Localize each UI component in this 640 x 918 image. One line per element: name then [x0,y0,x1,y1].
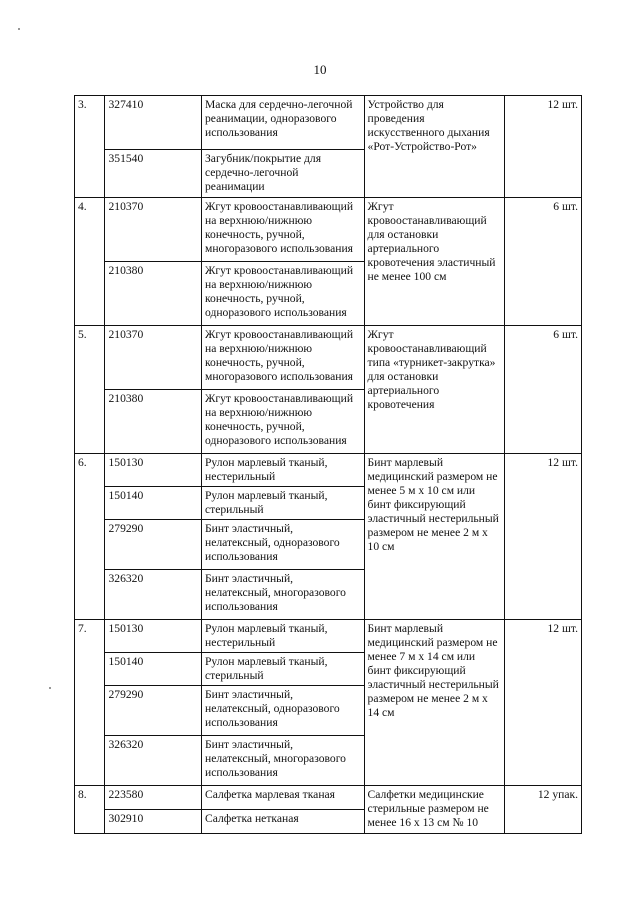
item-name: Жгут кровоостанавливающий на верхнюю/нижнюю конечность, ручной, многоразового использования [204,328,354,383]
item-name-cell [201,620,364,653]
item-code-cell [105,736,202,786]
item-name-cell [201,736,364,786]
quantity-cell [504,96,581,198]
requirement-text: Устройство для проведения искусственного дыхания «Рот-Устройство-Рот» [367,98,490,153]
item-code-cell [105,520,202,570]
item-code: 326320 [108,738,144,751]
item-code-cell [105,620,202,653]
item-name: Салфетка марлевая тканая [204,788,336,801]
item-code: 279290 [108,522,144,535]
item-code-cell [105,150,202,198]
item-name: Рулон марлевый тканый, нестерильный [204,456,328,483]
requirement-text: Жгут кровоостанавливающий типа «турникет-закрутка» для остановки артериального кровотечения [367,328,496,411]
item-code: 150130 [108,622,144,635]
item-name: Салфетка нетканая [204,812,299,825]
quantity: 6 шт. [553,200,578,213]
item-name-cell [201,520,364,570]
item-name-cell [201,810,364,834]
row-number: 5. [78,328,87,341]
item-code: 302910 [108,812,144,825]
item-code-cell [105,786,202,810]
row-number-cell [75,454,105,620]
item-name-cell [201,96,364,150]
quantity: 12 шт. [547,456,578,469]
requirement-text: Бинт марлевый медицинский размером не менее 5 м х 10 см или бинт фиксирующий эластичный нестерильный размером не менее 2 м х 10 см [367,456,499,553]
table-row [75,198,582,262]
item-code-cell [105,487,202,520]
requirement-text: Жгут кровоостанавливающий для остановки артериального кровотечения эластичный не менее 100 см [367,200,496,283]
row-number: 8. [78,788,87,801]
quantity-cell [504,326,581,454]
item-name-cell [201,786,364,810]
item-name: Бинт эластичный, нелатексный, одноразового использования [204,688,340,729]
item-code-cell [105,810,202,834]
item-code-cell [105,96,202,150]
item-code-cell [105,454,202,487]
table-body [75,96,582,834]
item-code: 150140 [108,489,144,502]
row-number-cell [75,786,105,834]
item-code: 210370 [108,328,144,341]
row-number-cell [75,96,105,198]
row-number: 4. [78,200,87,213]
quantity: 12 шт. [547,98,578,111]
item-name-cell [201,198,364,262]
item-name-cell [201,262,364,326]
item-name-cell [201,454,364,487]
item-name: Рулон марлевый тканый, стерильный [204,655,328,682]
requirement-cell [364,620,504,786]
item-code: 351540 [108,152,144,165]
item-name: Маска для сердечно-легочной реанимации, одноразового использования [204,98,353,139]
requirement-cell [364,198,504,326]
item-code: 210380 [108,392,144,405]
quantity-cell [504,198,581,326]
scan-speck [49,687,51,689]
item-code: 210380 [108,264,144,277]
row-number-cell [75,198,105,326]
item-code-cell [105,198,202,262]
item-name-cell [201,653,364,686]
item-name: Бинт эластичный, нелатексный, одноразового использования [204,522,340,563]
item-code: 326320 [108,572,144,585]
item-code-cell [105,262,202,326]
quantity: 12 шт. [547,622,578,635]
item-name-cell [201,487,364,520]
item-code: 223580 [108,788,144,801]
item-name: Жгут кровоостанавливающий на верхнюю/нижнюю конечность, ручной, многоразового использования [204,200,354,255]
equipment-table [74,95,582,834]
item-code: 327410 [108,98,144,111]
row-number: 7. [78,622,87,635]
item-code: 279290 [108,688,144,701]
quantity-cell [504,786,581,834]
item-code: 150130 [108,456,144,469]
scan-speck [18,28,20,30]
quantity: 6 шт. [553,328,578,341]
quantity-cell [504,454,581,620]
row-number: 6. [78,456,87,469]
requirement-text: Салфетки медицинские стерильные размером не менее 16 х 13 см № 10 [367,788,489,829]
table-row [75,96,582,150]
table-row [75,454,582,487]
requirement-cell [364,786,504,834]
requirement-cell [364,454,504,620]
item-name: Жгут кровоостанавливающий на верхнюю/нижнюю конечность, ручной, одноразового использования [204,392,354,447]
item-code-cell [105,390,202,454]
item-code: 210370 [108,200,144,213]
item-code-cell [105,570,202,620]
page-number: 10 [313,62,327,77]
row-number: 3. [78,98,87,111]
item-name-cell [201,390,364,454]
row-number-cell [75,326,105,454]
item-name-cell [201,326,364,390]
item-name-cell [201,570,364,620]
row-number-cell [75,620,105,786]
item-name-cell [201,686,364,736]
requirement-cell [364,326,504,454]
item-name: Рулон марлевый тканый, нестерильный [204,622,328,649]
item-name: Бинт эластичный, нелатексный, многоразового использования [204,572,346,613]
requirement-cell [364,96,504,198]
item-name-cell [201,150,364,198]
quantity: 12 упак. [537,788,578,801]
item-code: 150140 [108,655,144,668]
item-code-cell [105,653,202,686]
item-name: Бинт эластичный, нелатексный, многоразового использования [204,738,346,779]
table-row [75,786,582,810]
item-code-cell [105,326,202,390]
quantity-cell [504,620,581,786]
item-name: Загубник/покрытие для сердечно-легочной реанимации [204,152,322,193]
item-name: Рулон марлевый тканый, стерильный [204,489,328,516]
item-name: Жгут кровоостанавливающий на верхнюю/нижнюю конечность, ручной, одноразового использования [204,264,354,319]
requirement-text: Бинт марлевый медицинский размером не менее 7 м х 14 см или бинт фиксирующий эластичный нестерильный размером не менее 2 м х 14 см [367,622,499,719]
table-row [75,326,582,390]
table-row [75,620,582,653]
item-code-cell [105,686,202,736]
